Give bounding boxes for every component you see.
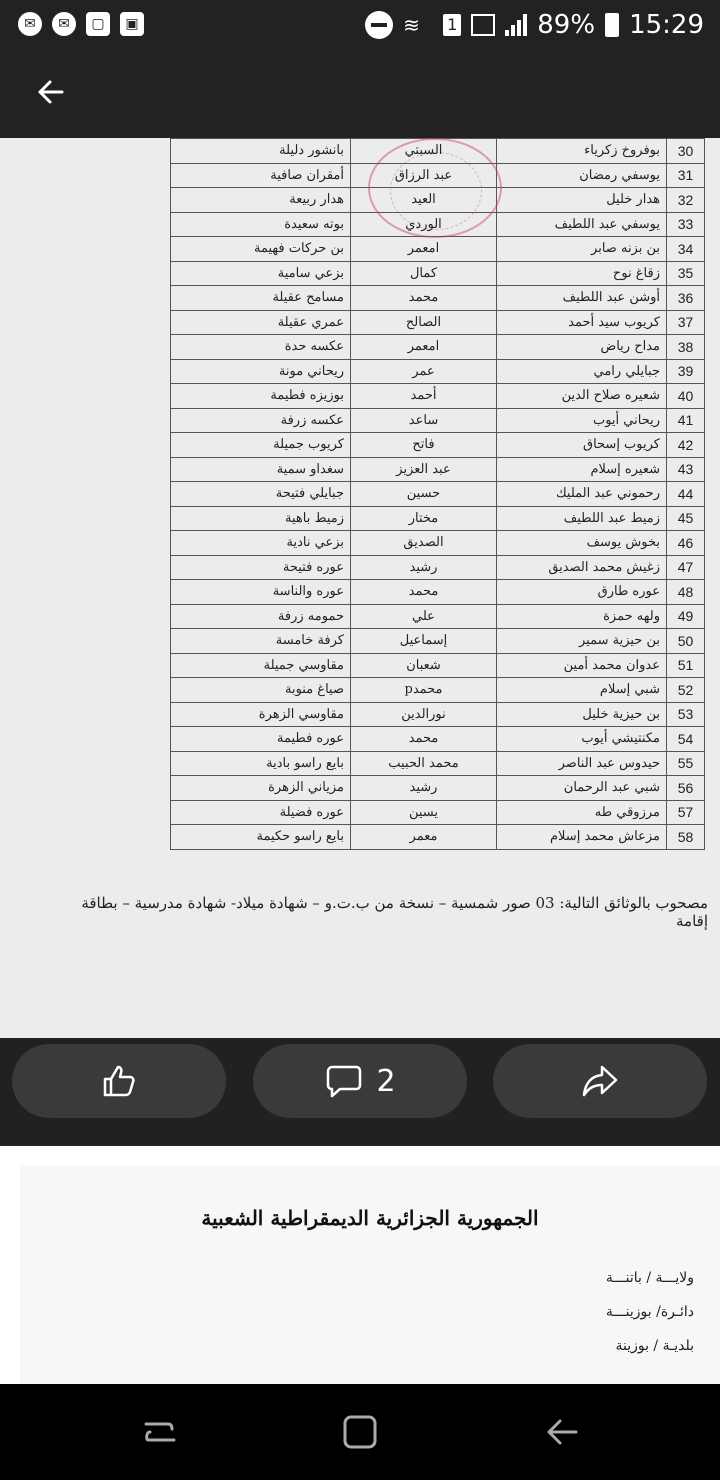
home-icon[interactable] bbox=[340, 1412, 380, 1452]
mother-name-cell: مقاوسي الزهرة bbox=[171, 702, 351, 727]
mother-name-cell: عكسه حدة bbox=[171, 335, 351, 360]
signal-icon bbox=[505, 14, 527, 36]
student-name-cell: حيدوس عبد الناصر bbox=[497, 751, 667, 776]
table-row bbox=[171, 384, 705, 409]
row-number-cell: 51 bbox=[667, 653, 705, 678]
father-name-cell: الصديق bbox=[351, 531, 497, 556]
mother-name-cell: سغداو سمية bbox=[171, 457, 351, 482]
father-name-cell: علي bbox=[351, 604, 497, 629]
battery-icon bbox=[605, 13, 619, 37]
row-number-cell: 46 bbox=[667, 531, 705, 556]
table-row bbox=[171, 702, 705, 727]
row-number-cell: 55 bbox=[667, 751, 705, 776]
student-name-cell: هدار خليل bbox=[497, 188, 667, 213]
row-number-cell: 58 bbox=[667, 825, 705, 850]
share-icon bbox=[580, 1061, 620, 1101]
mother-name-cell: كرفة خامسة bbox=[171, 629, 351, 654]
student-name-cell: كريوب إسحاق bbox=[497, 433, 667, 458]
mother-name-cell: مسامح عقيلة bbox=[171, 286, 351, 311]
student-name-cell: مرزوقي طه bbox=[497, 800, 667, 825]
row-number-cell: 48 bbox=[667, 580, 705, 605]
wifi-icon: ≋ bbox=[403, 13, 420, 37]
father-name-cell: كمال bbox=[351, 261, 497, 286]
commune-line: بلديـة / بوزينة bbox=[615, 1338, 694, 1354]
battery-percent: 89% bbox=[537, 10, 596, 40]
mother-name-cell: بايع راسو بادية bbox=[171, 751, 351, 776]
table-row bbox=[171, 604, 705, 629]
mother-name-cell: عوره فتيحة bbox=[171, 555, 351, 580]
row-number-cell: 54 bbox=[667, 727, 705, 752]
row-number-cell: 31 bbox=[667, 163, 705, 188]
table-row bbox=[171, 678, 705, 703]
father-name-cell: السبتي bbox=[351, 139, 497, 164]
row-number-cell: 43 bbox=[667, 457, 705, 482]
document-footnote: مصحوب بالوثائق التالية: 03 صور شمسية – نسخة من ب.ت.و – شهادة ميلاد- شهادة مدرسية – بطاقة إقامة bbox=[81, 894, 708, 930]
post-actions bbox=[0, 1038, 720, 1146]
table-row bbox=[171, 261, 705, 286]
student-name-cell: بن حيزية سمير bbox=[497, 629, 667, 654]
father-name-cell: رشيد bbox=[351, 776, 497, 801]
student-name-cell: ولهه حمزة bbox=[497, 604, 667, 629]
mother-name-cell: عمري عقيلة bbox=[171, 310, 351, 335]
app-bar bbox=[0, 50, 720, 138]
father-name-cell: معمر bbox=[351, 825, 497, 850]
student-name-cell: عدوان محمد أمين bbox=[497, 653, 667, 678]
row-number-cell: 33 bbox=[667, 212, 705, 237]
row-number-cell: 30 bbox=[667, 139, 705, 164]
student-name-cell: زميط عبد اللطيف bbox=[497, 506, 667, 531]
thumbs-up-icon bbox=[99, 1061, 139, 1101]
mother-name-cell: بن حركات فهيمة bbox=[171, 237, 351, 262]
clock: 15:29 bbox=[629, 10, 704, 40]
table-row bbox=[171, 359, 705, 384]
father-name-cell: إسماعيل bbox=[351, 629, 497, 654]
navigation-bar bbox=[0, 1384, 720, 1480]
comment-count: 2 bbox=[376, 1063, 396, 1099]
row-number-cell: 34 bbox=[667, 237, 705, 262]
student-name-cell: شعيره صلاح الدين bbox=[497, 384, 667, 409]
father-name-cell: الوردي bbox=[351, 212, 497, 237]
student-name-cell: يوسفي عبد اللطيف bbox=[497, 212, 667, 237]
mother-name-cell: زميط باهية bbox=[171, 506, 351, 531]
mother-name-cell: بايع راسو حكيمة bbox=[171, 825, 351, 850]
messenger-icon: ✉ bbox=[52, 12, 76, 36]
mother-name-cell: عوره فطيمة bbox=[171, 727, 351, 752]
mother-name-cell: عوره فضيلة bbox=[171, 800, 351, 825]
row-number-cell: 41 bbox=[667, 408, 705, 433]
father-name-cell: عبد العزيز bbox=[351, 457, 497, 482]
student-name-cell: ريحاني أيوب bbox=[497, 408, 667, 433]
row-number-cell: 49 bbox=[667, 604, 705, 629]
father-name-cell: حسين bbox=[351, 482, 497, 507]
share-button[interactable] bbox=[493, 1044, 707, 1118]
row-number-cell: 57 bbox=[667, 800, 705, 825]
student-name-cell: يوسفي رمضان bbox=[497, 163, 667, 188]
father-name-cell: محمد bbox=[351, 727, 497, 752]
mother-name-cell: بزعي نادية bbox=[171, 531, 351, 556]
row-number-cell: 36 bbox=[667, 286, 705, 311]
table-row bbox=[171, 482, 705, 507]
sim-icon: 1 bbox=[443, 14, 461, 36]
student-name-cell: عوره طارق bbox=[497, 580, 667, 605]
system-icons bbox=[365, 10, 704, 40]
mother-name-cell: عكسه زرفة bbox=[171, 408, 351, 433]
father-name-cell: فاتح bbox=[351, 433, 497, 458]
father-name-cell: يسين bbox=[351, 800, 497, 825]
row-number-cell: 47 bbox=[667, 555, 705, 580]
gallery-icon: ▣ bbox=[120, 12, 144, 36]
student-name-cell: بخوش يوسف bbox=[497, 531, 667, 556]
table-row bbox=[171, 727, 705, 752]
row-number-cell: 39 bbox=[667, 359, 705, 384]
student-name-cell: بوفروخ زكرياء bbox=[497, 139, 667, 164]
father-name-cell: امعمر bbox=[351, 335, 497, 360]
row-number-cell: 53 bbox=[667, 702, 705, 727]
father-name-cell: محمد الحبيب bbox=[351, 751, 497, 776]
like-button[interactable] bbox=[12, 1044, 226, 1118]
student-name-cell: رحموني عبد المليك bbox=[497, 482, 667, 507]
mother-name-cell: كريوب جميلة bbox=[171, 433, 351, 458]
row-number-cell: 56 bbox=[667, 776, 705, 801]
table-row bbox=[171, 776, 705, 801]
student-name-cell: مداح رياض bbox=[497, 335, 667, 360]
do-not-disturb-icon bbox=[365, 11, 393, 39]
table-row bbox=[171, 653, 705, 678]
father-name-cell: شعبان bbox=[351, 653, 497, 678]
student-name-cell: زقاغ نوح bbox=[497, 261, 667, 286]
table-row bbox=[171, 800, 705, 825]
mother-name-cell: هدار ربيعة bbox=[171, 188, 351, 213]
mother-name-cell: جبايلي فتيحة bbox=[171, 482, 351, 507]
father-name-cell: أحمد bbox=[351, 384, 497, 409]
document-title: الجمهورية الجزائرية الديمقراطية الشعبية bbox=[201, 1206, 539, 1230]
row-number-cell: 35 bbox=[667, 261, 705, 286]
table-row bbox=[171, 580, 705, 605]
mother-name-cell: بزعي سامية bbox=[171, 261, 351, 286]
recent-apps-icon[interactable] bbox=[140, 1412, 180, 1452]
table-row bbox=[171, 751, 705, 776]
mother-name-cell: ريحاني مونة bbox=[171, 359, 351, 384]
student-name-cell: مكنتيشي أيوب bbox=[497, 727, 667, 752]
student-name-cell: بن بزنه صابر bbox=[497, 237, 667, 262]
father-name-cell: عمر bbox=[351, 359, 497, 384]
signal-box-icon bbox=[471, 14, 495, 36]
notification-icon: ▢ bbox=[86, 12, 110, 36]
student-name-cell: جبايلي رامي bbox=[497, 359, 667, 384]
student-name-cell: أوشن عبد اللطيف bbox=[497, 286, 667, 311]
comment-icon bbox=[324, 1061, 364, 1101]
table-row bbox=[171, 506, 705, 531]
father-name-cell: نورالدين bbox=[351, 702, 497, 727]
nav-back-icon[interactable] bbox=[542, 1412, 582, 1452]
mother-name-cell: مزياني الزهرة bbox=[171, 776, 351, 801]
student-name-cell: شبي إسلام bbox=[497, 678, 667, 703]
official-stamp bbox=[368, 138, 502, 238]
row-number-cell: 40 bbox=[667, 384, 705, 409]
student-name-cell: بن حيزية خليل bbox=[497, 702, 667, 727]
daira-line: دائـرة/ بوزينـــة bbox=[605, 1304, 694, 1320]
document-photo bbox=[0, 138, 720, 1038]
table-row bbox=[171, 825, 705, 850]
mother-name-cell: بانشور دليلة bbox=[171, 139, 351, 164]
father-name-cell: محمد bbox=[351, 286, 497, 311]
student-name-cell: كريوب سيد أحمد bbox=[497, 310, 667, 335]
father-name-cell: العيد bbox=[351, 188, 497, 213]
table-row bbox=[171, 237, 705, 262]
father-name-cell: محمدp bbox=[351, 678, 497, 703]
mother-name-cell: حمومه زرفة bbox=[171, 604, 351, 629]
mother-name-cell: بوته سعيدة bbox=[171, 212, 351, 237]
student-name-cell: شبي عبد الرحمان bbox=[497, 776, 667, 801]
father-name-cell: رشيد bbox=[351, 555, 497, 580]
father-name-cell: الصالح bbox=[351, 310, 497, 335]
messenger-icon: ✉ bbox=[18, 12, 42, 36]
wilaya-line: ولايـــة / باتنـــة bbox=[605, 1270, 694, 1286]
row-number-cell: 45 bbox=[667, 506, 705, 531]
row-number-cell: 32 bbox=[667, 188, 705, 213]
student-name-cell: مزعاش محمد إسلام bbox=[497, 825, 667, 850]
document-photo-2 bbox=[0, 1146, 720, 1384]
table-row bbox=[171, 555, 705, 580]
student-name-cell: شعيره إسلام bbox=[497, 457, 667, 482]
row-number-cell: 44 bbox=[667, 482, 705, 507]
table-row bbox=[171, 433, 705, 458]
table-row bbox=[171, 408, 705, 433]
student-table bbox=[170, 138, 705, 850]
mother-name-cell: بوزيزه فطيمة bbox=[171, 384, 351, 409]
row-number-cell: 50 bbox=[667, 629, 705, 654]
back-arrow-icon[interactable] bbox=[32, 72, 72, 112]
table-row bbox=[171, 531, 705, 556]
table-row bbox=[171, 286, 705, 311]
status-bar bbox=[0, 0, 720, 50]
table-row bbox=[171, 629, 705, 654]
father-name-cell: ساعد bbox=[351, 408, 497, 433]
row-number-cell: 42 bbox=[667, 433, 705, 458]
row-number-cell: 37 bbox=[667, 310, 705, 335]
father-name-cell: مختار bbox=[351, 506, 497, 531]
mother-name-cell: مقاوسي جميلة bbox=[171, 653, 351, 678]
father-name-cell: امعمر bbox=[351, 237, 497, 262]
student-name-cell: زغيش محمد الصديق bbox=[497, 555, 667, 580]
notification-icons bbox=[18, 12, 144, 36]
mother-name-cell: صياغ منوبة bbox=[171, 678, 351, 703]
comment-button[interactable] bbox=[253, 1044, 467, 1118]
mother-name-cell: عوره والناسة bbox=[171, 580, 351, 605]
row-number-cell: 52 bbox=[667, 678, 705, 703]
row-number-cell: 38 bbox=[667, 335, 705, 360]
table-row bbox=[171, 335, 705, 360]
father-name-cell: عبد الرزاق bbox=[351, 163, 497, 188]
father-name-cell: محمد bbox=[351, 580, 497, 605]
table-row bbox=[171, 457, 705, 482]
mother-name-cell: أمقران صافية bbox=[171, 163, 351, 188]
table-row bbox=[171, 310, 705, 335]
